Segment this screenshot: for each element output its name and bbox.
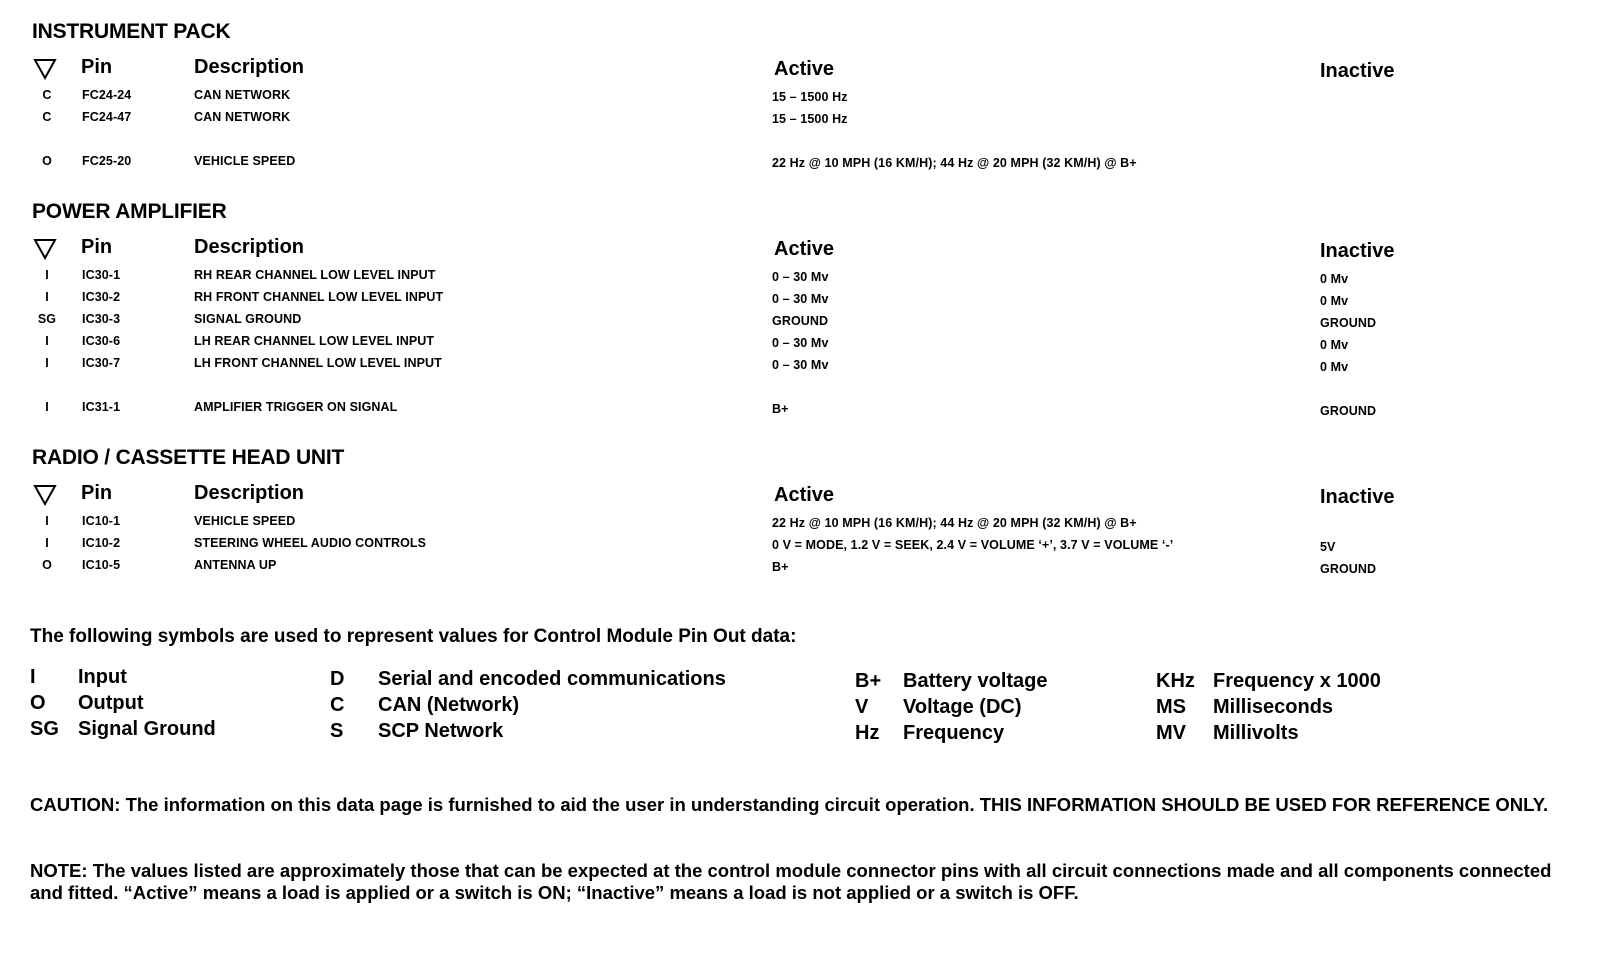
- legend-symbol: MV: [1156, 722, 1186, 744]
- row-type: I: [45, 514, 49, 528]
- row-type: C: [42, 88, 52, 102]
- row-active: GROUND: [772, 314, 829, 328]
- row-pin: FC24-24: [82, 88, 132, 102]
- legend-meaning: Signal Ground: [78, 718, 216, 740]
- row-type: I: [45, 536, 49, 550]
- row-type: I: [45, 334, 49, 348]
- row-description: AMPLIFIER TRIGGER ON SIGNAL: [194, 400, 398, 414]
- row-active: 15 – 1500 Hz: [772, 90, 848, 104]
- header-active: Active: [774, 484, 835, 506]
- row-description: VEHICLE SPEED: [194, 514, 296, 528]
- header-inactive: Inactive: [1320, 60, 1395, 82]
- legend-meaning: Serial and encoded communications: [378, 668, 726, 690]
- triangle-down-outline-icon: [33, 238, 57, 260]
- header-pin: Pin: [81, 236, 113, 258]
- legend-symbol: I: [30, 666, 36, 688]
- header-description: Description: [194, 56, 305, 78]
- row-pin: IC30-2: [82, 290, 121, 304]
- legend-symbol: D: [330, 668, 345, 690]
- row-type: I: [45, 268, 49, 282]
- legend-meaning: Frequency: [903, 722, 1005, 744]
- section-title: POWER AMPLIFIER: [32, 200, 227, 223]
- row-active: 0 – 30 Mv: [772, 336, 829, 350]
- legend-meaning: Milliseconds: [1213, 696, 1334, 718]
- legend-symbol: S: [330, 720, 344, 742]
- section-title: RADIO / CASSETTE HEAD UNIT: [32, 446, 345, 469]
- row-pin: FC24-47: [82, 110, 132, 124]
- caution-text: CAUTION: The information on this data page is furnished to aid the user in understanding circuit operation. THIS INFORMATION SHOULD BE USED FOR REFERENCE ONLY.: [30, 794, 1549, 815]
- triangle-down-outline-icon: [33, 484, 57, 506]
- row-type: SG: [37, 312, 57, 326]
- legend-symbol: KHz: [1156, 670, 1195, 692]
- triangle-down-outline-icon: [33, 58, 57, 80]
- row-description: CAN NETWORK: [194, 88, 291, 102]
- row-description: STEERING WHEEL AUDIO CONTROLS: [194, 536, 427, 550]
- legend-meaning: SCP Network: [378, 720, 504, 742]
- row-active: 0 – 30 Mv: [772, 358, 829, 372]
- header-description: Description: [194, 482, 305, 504]
- row-inactive: 5V: [1320, 540, 1336, 554]
- row-active: 15 – 1500 Hz: [772, 112, 848, 126]
- row-inactive: GROUND: [1320, 404, 1377, 418]
- legend-meaning: Output: [78, 692, 144, 714]
- row-description: VEHICLE SPEED: [194, 154, 296, 168]
- row-description: LH FRONT CHANNEL LOW LEVEL INPUT: [194, 356, 442, 370]
- row-description: RH FRONT CHANNEL LOW LEVEL INPUT: [194, 290, 444, 304]
- row-active: B+: [772, 402, 789, 416]
- legend-meaning: Frequency x 1000: [1213, 670, 1381, 692]
- row-pin: IC10-5: [82, 558, 121, 572]
- legend-symbol: V: [855, 696, 869, 718]
- header-pin: Pin: [81, 56, 113, 78]
- row-description: CAN NETWORK: [194, 110, 291, 124]
- row-type: O: [42, 154, 52, 168]
- row-description: ANTENNA UP: [194, 558, 277, 572]
- row-type: O: [42, 558, 52, 572]
- row-inactive: GROUND: [1320, 316, 1377, 330]
- row-description: SIGNAL GROUND: [194, 312, 302, 326]
- row-description: LH REAR CHANNEL LOW LEVEL INPUT: [194, 334, 435, 348]
- row-inactive: 0 Mv: [1320, 360, 1349, 374]
- header-inactive: Inactive: [1320, 486, 1395, 508]
- row-inactive: 0 Mv: [1320, 272, 1349, 286]
- row-inactive: 0 Mv: [1320, 338, 1349, 352]
- row-active: 0 – 30 Mv: [772, 292, 829, 306]
- row-type: I: [45, 400, 49, 414]
- legend-meaning: Input: [78, 666, 127, 688]
- legend-meaning: CAN (Network): [378, 694, 520, 716]
- legend-meaning: Voltage (DC): [903, 696, 1022, 718]
- section-title: INSTRUMENT PACK: [32, 20, 231, 43]
- row-pin: FC25-20: [82, 154, 132, 168]
- symbols-intro: The following symbols are used to represent values for Control Module Pin Out data:: [30, 626, 797, 647]
- header-description: Description: [194, 236, 305, 258]
- row-active: 0 – 30 Mv: [772, 270, 829, 284]
- row-pin: IC30-3: [82, 312, 121, 326]
- row-pin: IC31-1: [82, 400, 121, 414]
- row-type: I: [45, 356, 49, 370]
- row-active: 0 V = MODE, 1.2 V = SEEK, 2.4 V = VOLUME ‘+’, 3.7 V = VOLUME ‘-’: [772, 538, 1174, 552]
- header-active: Active: [774, 238, 835, 260]
- row-description: RH REAR CHANNEL LOW LEVEL INPUT: [194, 268, 436, 282]
- legend-symbol: C: [330, 694, 345, 716]
- legend-symbol: Hz: [855, 722, 880, 744]
- legend-symbol: SG: [30, 718, 59, 740]
- legend-symbol: MS: [1156, 696, 1186, 718]
- row-pin: IC10-2: [82, 536, 121, 550]
- legend-symbol: B+: [855, 670, 882, 692]
- row-type: I: [45, 290, 49, 304]
- header-active: Active: [774, 58, 835, 80]
- row-pin: IC30-6: [82, 334, 121, 348]
- legend-meaning: Battery voltage: [903, 670, 1048, 692]
- legend-symbol: O: [30, 692, 46, 714]
- legend-meaning: Millivolts: [1213, 722, 1299, 744]
- header-pin: Pin: [81, 482, 113, 504]
- row-inactive: 0 Mv: [1320, 294, 1349, 308]
- row-active: 22 Hz @ 10 MPH (16 KM/H); 44 Hz @ 20 MPH (32 KM/H) @ B+: [772, 156, 1137, 170]
- row-inactive: GROUND: [1320, 562, 1377, 576]
- row-pin: IC30-7: [82, 356, 121, 370]
- row-pin: IC10-1: [82, 514, 121, 528]
- note-text: NOTE: The values listed are approximately those that can be expected at the control module connector pins with all circuit connections made and all components connected and fitted. “Active” means a load is applied or a switch is ON; “Inactive” means a load is not applied or a switch is OFF.: [30, 860, 1552, 903]
- row-active: 22 Hz @ 10 MPH (16 KM/H); 44 Hz @ 20 MPH (32 KM/H) @ B+: [772, 516, 1137, 530]
- row-type: C: [42, 110, 52, 124]
- row-pin: IC30-1: [82, 268, 121, 282]
- row-active: B+: [772, 560, 789, 574]
- header-inactive: Inactive: [1320, 240, 1395, 262]
